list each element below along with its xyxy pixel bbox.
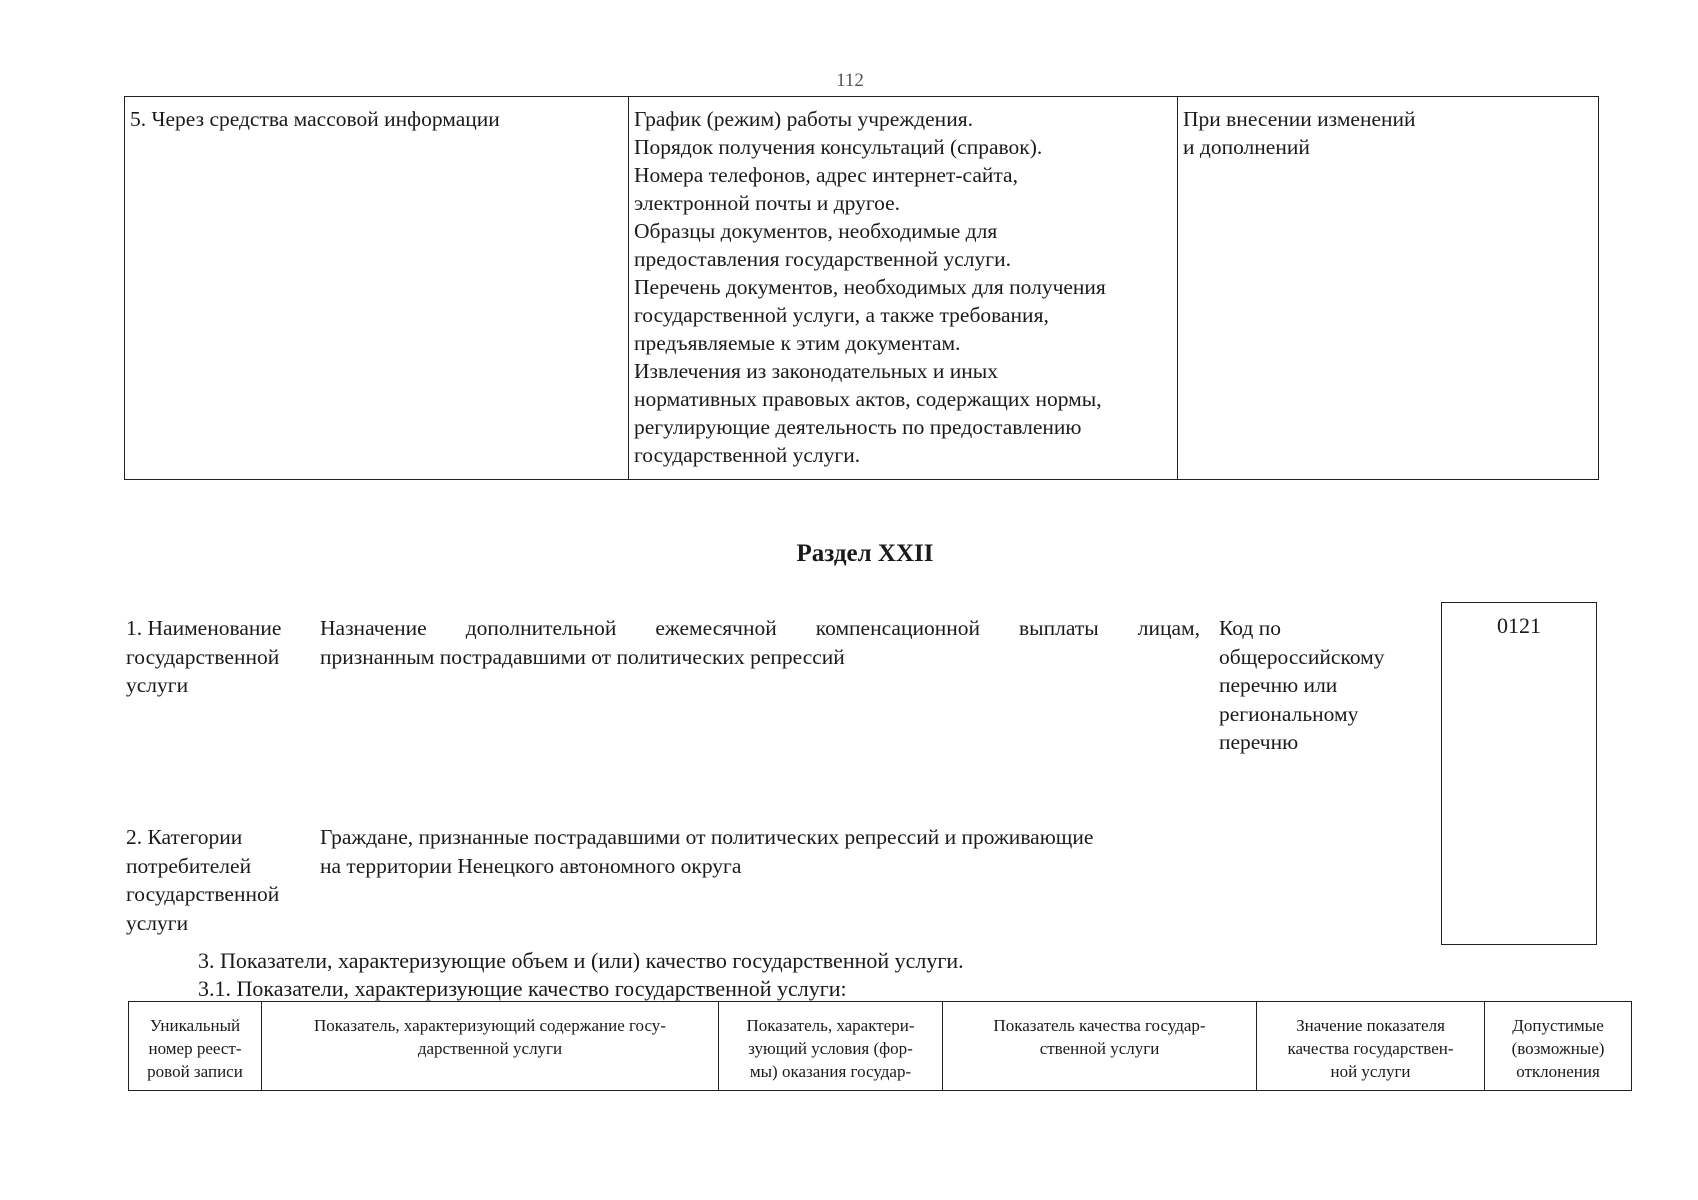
info-content-line: Порядок получения консультаций (справок). [634, 135, 1043, 159]
section-title: Раздел XXII [796, 540, 934, 567]
indicators-heading: 3. Показатели, характеризующие объем и (или) качество государственной услуги. [198, 948, 964, 973]
registry-code-box [1441, 602, 1597, 945]
column-header-quality-indicator: Показатель качества государ- ственной услуги [943, 1002, 1257, 1091]
column-header-quality-value: Значение показателя качества государствен- ной услуги [1257, 1002, 1485, 1091]
quality-indicators-heading: 3.1. Показатели, характеризующие качество государственной услуги: [198, 976, 847, 1001]
registry-code-value: 0121 [1497, 613, 1541, 638]
consumer-category-value [320, 823, 1220, 880]
info-content-line: нормативных правовых актов, содержащих нормы, [634, 387, 1102, 411]
label-line: региональному [1219, 701, 1359, 726]
info-content-line: предъявляемые к этим документам. [634, 331, 961, 355]
info-content-line: государственной услуги, а также требования, [634, 303, 1049, 327]
value-line: признанным пострадавшими от политических репрессий [320, 644, 845, 669]
info-content-line: регулирующие деятельность по предоставлению [634, 415, 1082, 439]
column-header-allowed-deviations: Допустимые (возможные) отклонения [1485, 1002, 1632, 1091]
service-name-label [126, 614, 306, 700]
information-table [124, 96, 1599, 480]
label-line: перечню или [1219, 673, 1338, 697]
info-channel-cell [125, 97, 629, 480]
info-content-line: государственной услуги. [634, 443, 861, 467]
update-frequency-line: При внесении изменений [1183, 107, 1416, 131]
label-line: перечню [1219, 730, 1299, 754]
table-row [125, 97, 1599, 480]
label-line: 2. Категории [126, 825, 243, 849]
service-name-value [320, 614, 1200, 671]
update-frequency-line: и дополнений [1183, 135, 1310, 159]
value-line: Граждане, признанные пострадавшими от политических репрессий и проживающие [320, 825, 1094, 849]
label-line: услуги [126, 910, 189, 935]
label-line: услуги [126, 673, 189, 697]
info-content-line: Образцы документов, необходимые для [634, 219, 998, 243]
label-line: Код по [1219, 616, 1281, 640]
label-line: потребителей [126, 853, 252, 878]
column-header-content-indicator: Показатель, характеризующий содержание госу- дарственной услуги [262, 1002, 719, 1091]
info-content-line: электронной почты и другое. [634, 191, 901, 215]
info-content-line: предоставления государственной услуги. [634, 247, 1011, 271]
registry-code-label [1219, 614, 1419, 757]
quality-indicators-table [128, 1001, 1632, 1091]
label-line: государственной [126, 882, 280, 906]
page-number: 112 [836, 70, 864, 91]
info-content-line: График (режим) работы учреждения. [634, 107, 973, 131]
value-line: Назначение дополнительной ежемесячной компенсационной выплаты лицам, [320, 616, 1200, 640]
info-content-line: Номера телефонов, адрес интернет-сайта, [634, 163, 1018, 187]
info-content-line: Извлечения из законодательных и иных [634, 359, 998, 383]
label-line: 1. Наименование [126, 616, 282, 640]
info-content-cell [629, 97, 1178, 480]
column-header-registry-number: Уникальный номер реест- ровой записи [129, 1002, 262, 1091]
consumer-category-label [126, 823, 316, 937]
column-header-conditions-indicator: Показатель, характери- зующий условия (фор- мы) оказания государ- [719, 1002, 943, 1091]
info-content-line: Перечень документов, необходимых для получения [634, 275, 1106, 299]
label-line: государственной [126, 644, 280, 669]
info-channel-text: 5. Через средства массовой информации [130, 107, 500, 131]
update-frequency-cell [1178, 97, 1599, 480]
table-header-row [129, 1002, 1632, 1091]
label-line: общероссийскому [1219, 644, 1385, 669]
value-line: на территории Ненецкого автономного округа [320, 853, 742, 878]
